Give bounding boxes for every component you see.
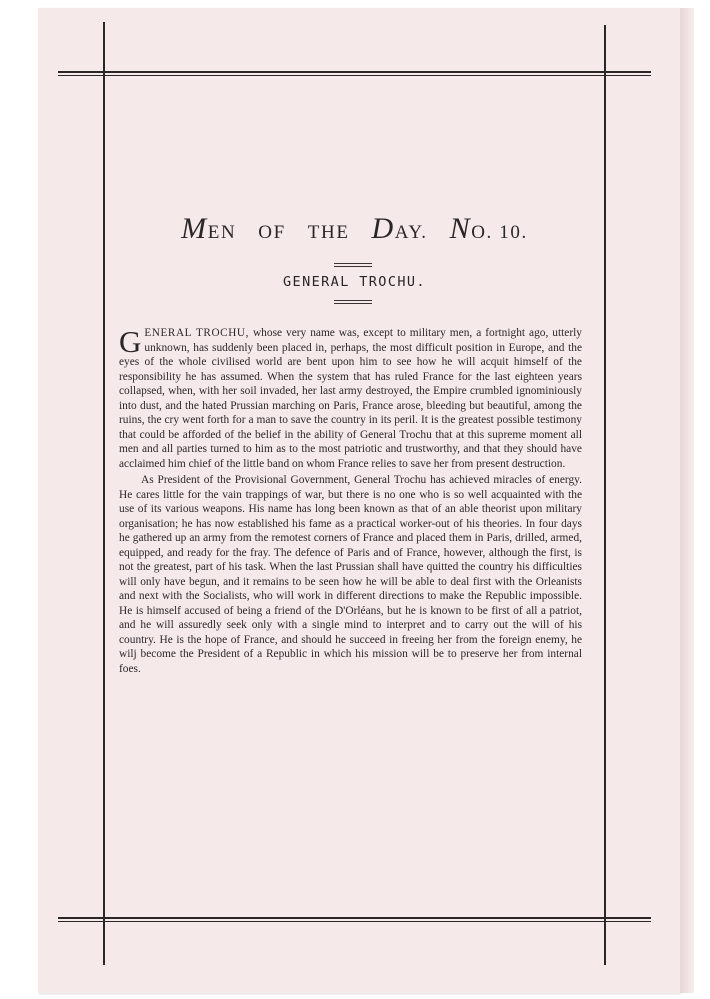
top-rule-thin [58, 75, 651, 76]
page-edge [680, 8, 694, 993]
title-of: OF [258, 222, 286, 243]
title-initial-d: D [371, 212, 395, 245]
bottom-rule-thin [58, 921, 651, 922]
title-day-rest: AY. [394, 222, 428, 243]
left-rule [103, 22, 105, 965]
paragraph-1 [119, 326, 582, 471]
top-rule [58, 71, 651, 73]
bottom-rule [58, 917, 651, 919]
title-initial-n: N [449, 212, 472, 245]
page-title [105, 212, 604, 246]
title-no-rest: O. [471, 222, 493, 243]
article-body [119, 326, 582, 676]
ornament-rule-bottom-2 [334, 303, 372, 304]
ornament-rule-top [334, 263, 372, 264]
paragraph-2: As President of the Provisional Government, General Trochu has achieved miracles of energy. He cares little for the vain trappings of war, but there is no one who is so well acquainted with the use of its various weapons. His name has long been known as that of an able theorist upon military organisation; he has now established his fame as a practical worker-out of his theories. In four days he gathered up an army from the remotest corners of France and placed them in Paris, drilled, armed, equipped, and ready for the fray. The defence of Paris and of France, however, although the first, is not the greatest, part of his task. When the last Prussian shall have quitted the country his difficulties will only have begun, and it remains to be seen how he will be able to deal first with the Orleanists and next with the Socialists, who will work in different directions to make the Republic impossible. He is himself accused of being a friend of the D'Orléans, but he is known to be first of all a patriot, and he will assuredly seek only with a single mind to interpret and to carry out the will of his country. He is the hope of France, and should he succeed in freeing her from the foreign enemy, he wilj become the President of a Republic in which his mission will be to preserve her from internal foes. [119, 474, 582, 675]
title-men-rest: EN [207, 222, 237, 243]
ornament-rule-top-2 [334, 266, 372, 267]
article-subtitle: GENERAL TROCHU. [283, 274, 426, 290]
drop-cap: G [119, 324, 142, 359]
lead-in: ENERAL TROCHU, [144, 327, 249, 339]
title-number: 10. [499, 222, 528, 243]
title-initial-m: M [181, 212, 208, 245]
ornament-rule-bottom [334, 300, 372, 301]
title-the: THE [307, 222, 350, 243]
right-rule [604, 25, 606, 965]
paragraph-1-text: whose very name was, except to military men, a fortnight ago, utterly unknown, has suddenly been placed in, perhaps, the most difficult position in Europe, and the eyes of the whole civilised world are bent upon him to see how he will acquit himself of the responsibility he has assumed. When the system that has ruled France for the last eighteen years collapsed, when, with her soil invaded, her last army destroyed, the Empire crumbled ignominiously into dust, and the hated Prussian marching on Paris, France arose, bleeding but beautiful, among the ruins, the cry went forth for a man to save the country in its peril. It is the greatest possible testimony that could be afforded of the belief in the ability of General Trochu that at this supreme moment all men and all parties turned to him as to the most patriotic and trustworthy, and that they should have acclaimed him chief of the little band on whom France relies to save her from present destruction. [119, 327, 583, 470]
